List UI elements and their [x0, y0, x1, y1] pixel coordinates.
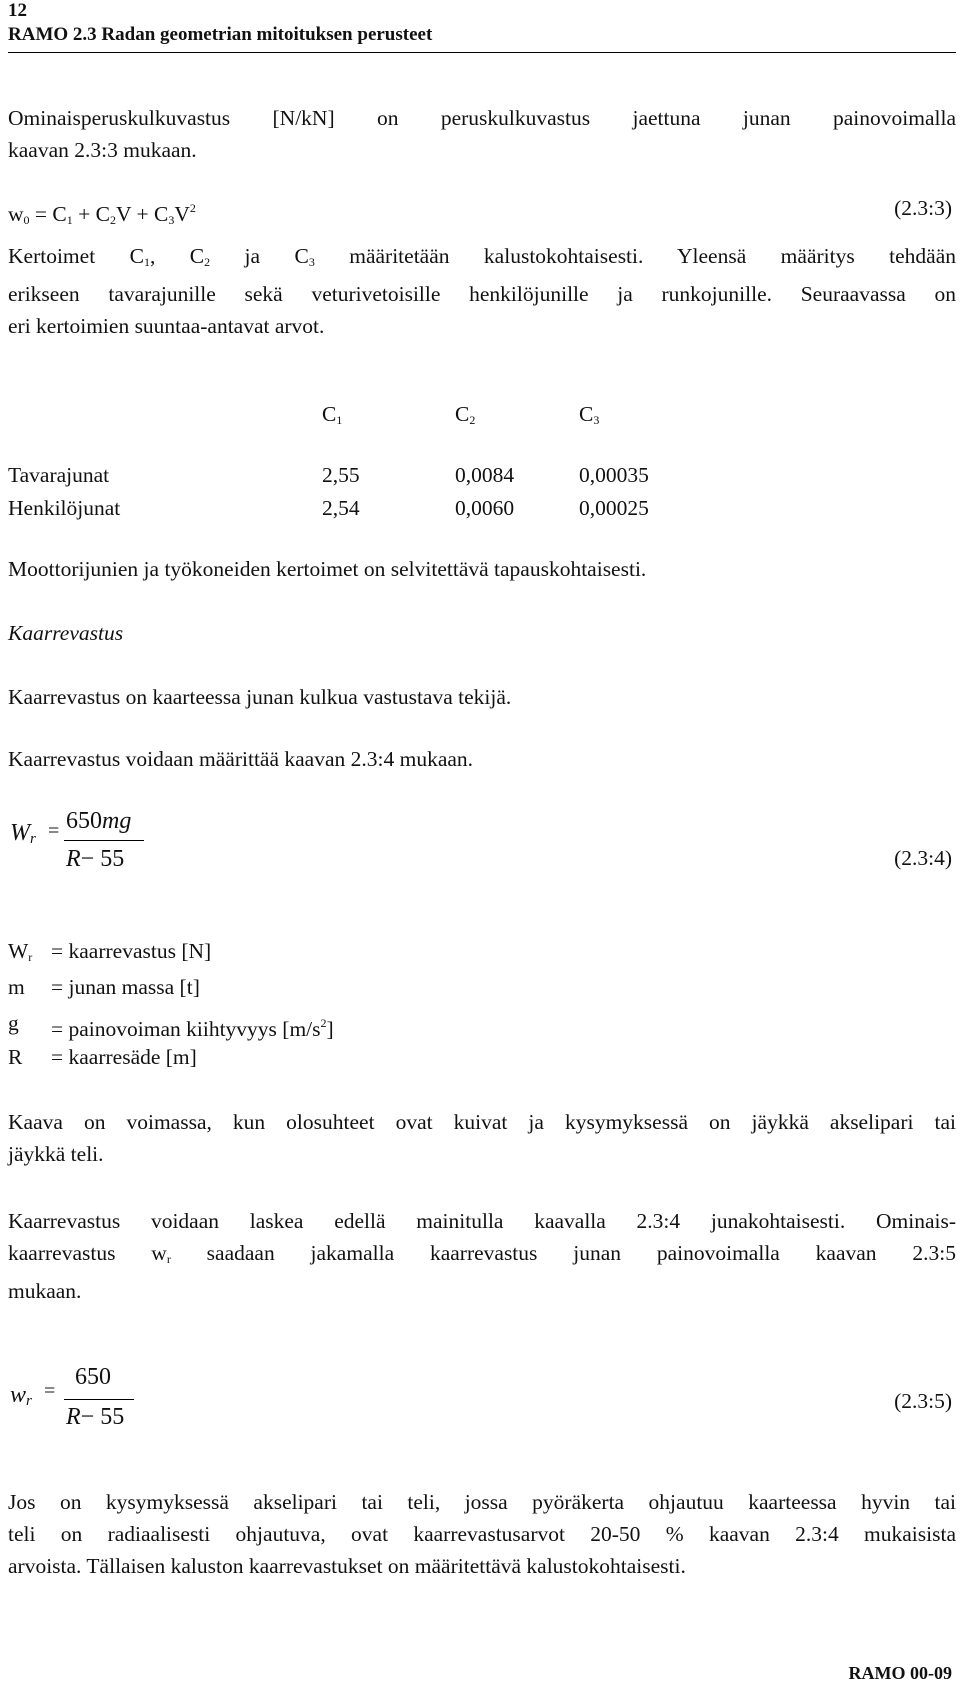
jos-line-1: Jos on kysymyksessä akselipari tai teli, jossa pyöräkerta ohjautuu kaarteessa hyvin tai [8, 1490, 956, 1514]
def-g-sup: 2 [320, 1016, 327, 1030]
eq3-w: w [8, 202, 24, 226]
coeff-l1-b: , C [149, 244, 205, 268]
eq4-den-r: R [66, 846, 81, 872]
eq5-den-r: R [66, 1404, 81, 1430]
eq3-c2-sub: 2 [109, 213, 116, 227]
eq5-numerator: 650 [75, 1364, 111, 1390]
def-g-text: = painovoiman kiihtyvyys [m/s [51, 1017, 321, 1041]
eq4-num-mg: mg [102, 808, 132, 834]
table-cell: 0,0060 [455, 496, 515, 520]
table-cell: 0,0084 [455, 463, 515, 487]
coeff-l1-c: ja C [210, 244, 309, 268]
eq4-numerator [66, 808, 131, 835]
laskea-l2-b: saadaan jakamalla kaarrevastus junan painovoimalla kaavan 2.3:5 [170, 1241, 956, 1265]
eq3-c1-sub: 1 [66, 213, 73, 227]
intro-line-2: kaavan 2.3:3 mukaan. [8, 138, 197, 162]
moottorijunat-note: Moottorijunien ja työkoneiden kertoimet on selvitettävä tapauskohtaisesti. [8, 557, 647, 581]
table-header-c2 [455, 398, 475, 436]
eq3-c3-sub: 3 [168, 213, 175, 227]
page-footer: RAMO 00-09 [848, 1663, 952, 1683]
equation-number-2-3-3: (2.3:3) [894, 196, 952, 220]
def-sym-w-sub: r [28, 950, 33, 964]
eq4-den-55: − 55 [80, 846, 125, 872]
eq4-fraction-bar [64, 840, 144, 841]
kaarrevastus-formula-intro: Kaarrevastus voidaan määrittää kaavan 2.3:4 mukaan. [8, 747, 474, 771]
eq3-v-plus-c: V + C [115, 202, 169, 226]
running-header-title: RAMO 2.3 Radan geometrian mitoituksen perusteet [8, 24, 433, 45]
eq3-plus-c: + C [72, 202, 110, 226]
coeff-l1-sub2: 2 [204, 255, 211, 269]
coeff-l1-sub1: 1 [143, 255, 150, 269]
eq5-lhs [10, 1382, 32, 1410]
th-c2-sub: 2 [469, 413, 476, 427]
validity-line-2: jäykkä teli. [8, 1142, 104, 1166]
th-c1-base: C [322, 402, 337, 426]
intro-line-1: Ominaisperuskulkuvastus [N/kN] on peruskulkuvastus jaettuna junan painovoimalla [8, 106, 956, 130]
jos-line-3: arvoista. Tällaisen kaluston kaarrevastukset on määritettävä kalustokohtaisesti. [8, 1554, 686, 1578]
th-c3-sub: 3 [593, 413, 600, 427]
eq5-w-sub: r [26, 1393, 32, 1409]
coeff-l1-sub3: 3 [308, 255, 315, 269]
definition-text: = kaarresäde [m] [51, 1045, 197, 1069]
table-row-label: Henkilöjunat [8, 496, 121, 520]
laskea-line-3: mukaan. [8, 1279, 82, 1303]
definition-text: = kaarrevastus [N] [51, 939, 212, 963]
eq3-v-sup: 2 [189, 201, 196, 215]
eq5-den-55: − 55 [80, 1404, 125, 1430]
table-header-c3 [579, 398, 599, 436]
eq4-w-sub: r [30, 831, 36, 847]
laskea-l2-sub: r [166, 1252, 171, 1266]
table-cell: 0,00035 [579, 463, 649, 487]
definition-symbol: m [8, 975, 25, 999]
coeff-line-3: eri kertoimien suuntaa-antavat arvot. [8, 314, 325, 338]
table-cell: 2,55 [322, 463, 360, 487]
eq4-w: W [10, 820, 30, 846]
eq5-fraction-bar [64, 1399, 134, 1400]
coefficient-paragraph [8, 240, 956, 342]
definition-text: = junan massa [t] [51, 975, 200, 999]
laskea-l2-a: kaarrevastus w [8, 1241, 167, 1265]
coeff-l1-d: määritetään kalustokohtaisesti. Yleensä määritys tehdään [314, 244, 956, 268]
specific-resistance-paragraph [8, 1205, 956, 1307]
table-row-label: Tavarajunat [8, 463, 110, 487]
page-number: 12 [8, 0, 27, 21]
eq4-denominator [66, 846, 124, 873]
th-c3-base: C [579, 402, 594, 426]
eq3-w-sub: 0 [23, 213, 30, 227]
eq3-v: V [174, 202, 190, 226]
validity-line-1: Kaava on voimassa, kun olosuhteet ovat kuivat ja kysymyksessä on jäykkä akselipari tai [8, 1110, 956, 1134]
intro-paragraph [8, 102, 956, 166]
laskea-line-2 [8, 1237, 956, 1275]
jos-line-2: teli on radiaalisesti ohjautuva, ovat kaarrevastusarvot 20-50 % kaavan 2.3:4 mukaisista [8, 1522, 956, 1546]
eq5-equals: = [44, 1380, 56, 1402]
equation-2-3-3 [8, 192, 196, 236]
definition-text [51, 1007, 334, 1045]
section-title-kaarrevastus: Kaarrevastus [8, 621, 124, 645]
th-c1-sub: 1 [336, 413, 343, 427]
header-rule [8, 52, 956, 53]
coeff-line-1 [8, 240, 956, 278]
kaarrevastus-definition: Kaarrevastus on kaarteessa junan kulkua vastustava tekijä. [8, 685, 512, 709]
definition-symbol: R [8, 1045, 23, 1069]
coeff-line-2: erikseen tavarajunille sekä veturivetoisille henkilöjunille ja runkojunille. Seuraavassa on [8, 282, 956, 306]
validity-paragraph [8, 1106, 956, 1170]
eq3-eq-c: = C [29, 202, 67, 226]
laskea-line-1: Kaarrevastus voidaan laskea edellä mainitulla kaavalla 2.3:4 junakohtaisesti. Ominais- [8, 1209, 956, 1233]
eq4-lhs [10, 820, 36, 848]
definition-symbol [8, 935, 32, 973]
eq5-denominator [66, 1404, 124, 1431]
def-g-end: ] [326, 1017, 334, 1041]
equation-number-2-3-5: (2.3:5) [894, 1389, 952, 1413]
table-header-c1 [322, 398, 342, 436]
eq5-w: w [10, 1382, 27, 1408]
equation-number-2-3-4: (2.3:4) [894, 846, 952, 870]
radial-steering-paragraph [8, 1486, 956, 1582]
table-cell: 2,54 [322, 496, 360, 520]
definition-symbol: g [8, 1011, 19, 1035]
table-cell: 0,00025 [579, 496, 649, 520]
eq4-num-650: 650 [66, 808, 102, 834]
th-c2-base: C [455, 402, 470, 426]
eq4-equals: = [48, 820, 60, 842]
def-sym-w: W [8, 939, 29, 963]
coeff-l1-a: Kertoimet C [8, 244, 144, 268]
